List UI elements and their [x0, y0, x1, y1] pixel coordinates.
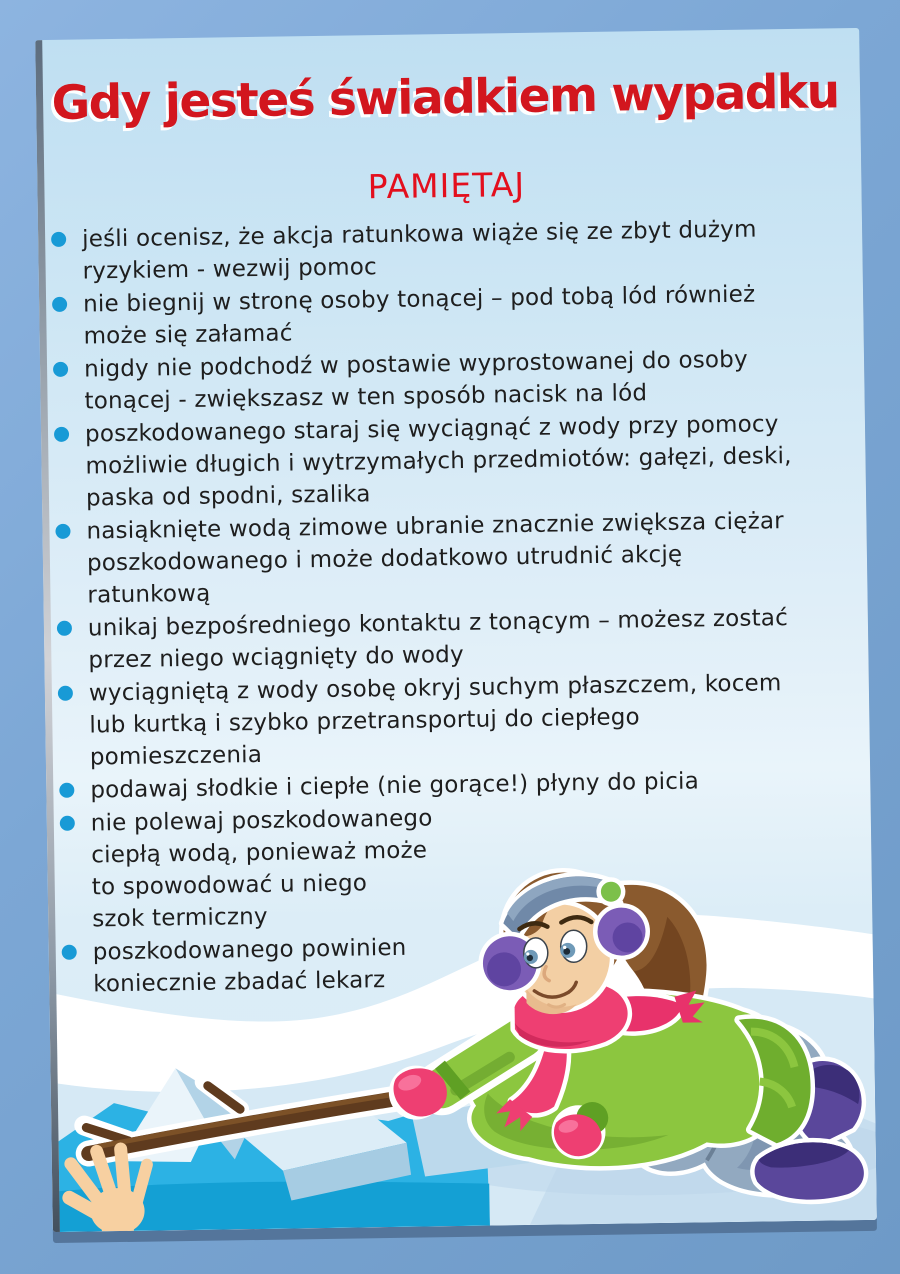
bullet-dot-icon — [58, 686, 73, 701]
list-item-text: nie biegnij w stronę osoby tonącej – pod tobą lód również może się załamać — [82, 281, 756, 350]
poster-panel — [35, 28, 877, 1232]
bullet-dot-icon — [51, 232, 66, 247]
list-item — [53, 342, 847, 418]
page-subtitle: PAMIĘTAJ — [367, 164, 526, 207]
list-item — [54, 407, 848, 515]
list-item-text: poszkodowanego staraj się wyciągnąć z wody przy pomocy możliwie długich i wytrzymałych przedmiotów: gałęzi, deski, paska od spodni, szalika — [84, 411, 792, 512]
list-item-text: nie polewaj poszkodowanego ciepłą wodą, ponieważ może to spowodować u niego szok termiczny — [90, 805, 433, 933]
list-item — [57, 601, 851, 677]
page-title: Gdy jesteś świadkiem wypadku — [51, 64, 840, 131]
list-item-text: nasiąknięte wodą zimowe ubranie znacznie zwiększa ciężar poszkodowanego i może dodatkowo utrudnić akcję ratunkową — [86, 508, 785, 609]
list-item-text: wyciągniętą z wody osobę okryj suchym płaszczem, kocem lub kurtką i szybko przetransportuj do ciepłego pomieszczenia — [88, 670, 782, 771]
list-item — [60, 796, 855, 936]
advice-list — [50, 212, 855, 1001]
list-item-text: podawaj słodkie i ciepłe (nie gorące!) płyny do picia — [90, 768, 700, 804]
bullet-dot-icon — [60, 816, 75, 831]
bullet-dot-icon — [52, 297, 67, 312]
bullet-dot-icon — [57, 621, 72, 636]
bullet-dot-icon — [53, 362, 68, 377]
list-item — [52, 277, 846, 353]
poster-content — [42, 28, 877, 1232]
list-item-text: unikaj bezpośredniego kontaktu z tonącym – możesz zostać przez niego wciągnięty do wody — [87, 605, 789, 674]
bullet-dot-icon — [55, 524, 70, 539]
list-item — [58, 666, 852, 774]
list-item-text: jeśli ocenisz, że akcja ratunkowa wiąże się ze zbyt dużym ryzykiem - wezwij pomoc — [81, 216, 757, 285]
bullet-dot-icon — [54, 427, 69, 442]
list-item-text: nigdy nie podchodź w postawie wyprostowanej do osoby tonącej - zwiększasz w ten sposób nacisk na lód — [83, 346, 749, 415]
list-item — [62, 925, 856, 1001]
list-item-text: poszkodowanego powinien koniecznie zbadać lekarz — [92, 934, 407, 998]
list-item — [55, 504, 849, 612]
bullet-dot-icon — [59, 783, 74, 798]
list-item — [51, 212, 845, 288]
bullet-dot-icon — [62, 945, 77, 960]
